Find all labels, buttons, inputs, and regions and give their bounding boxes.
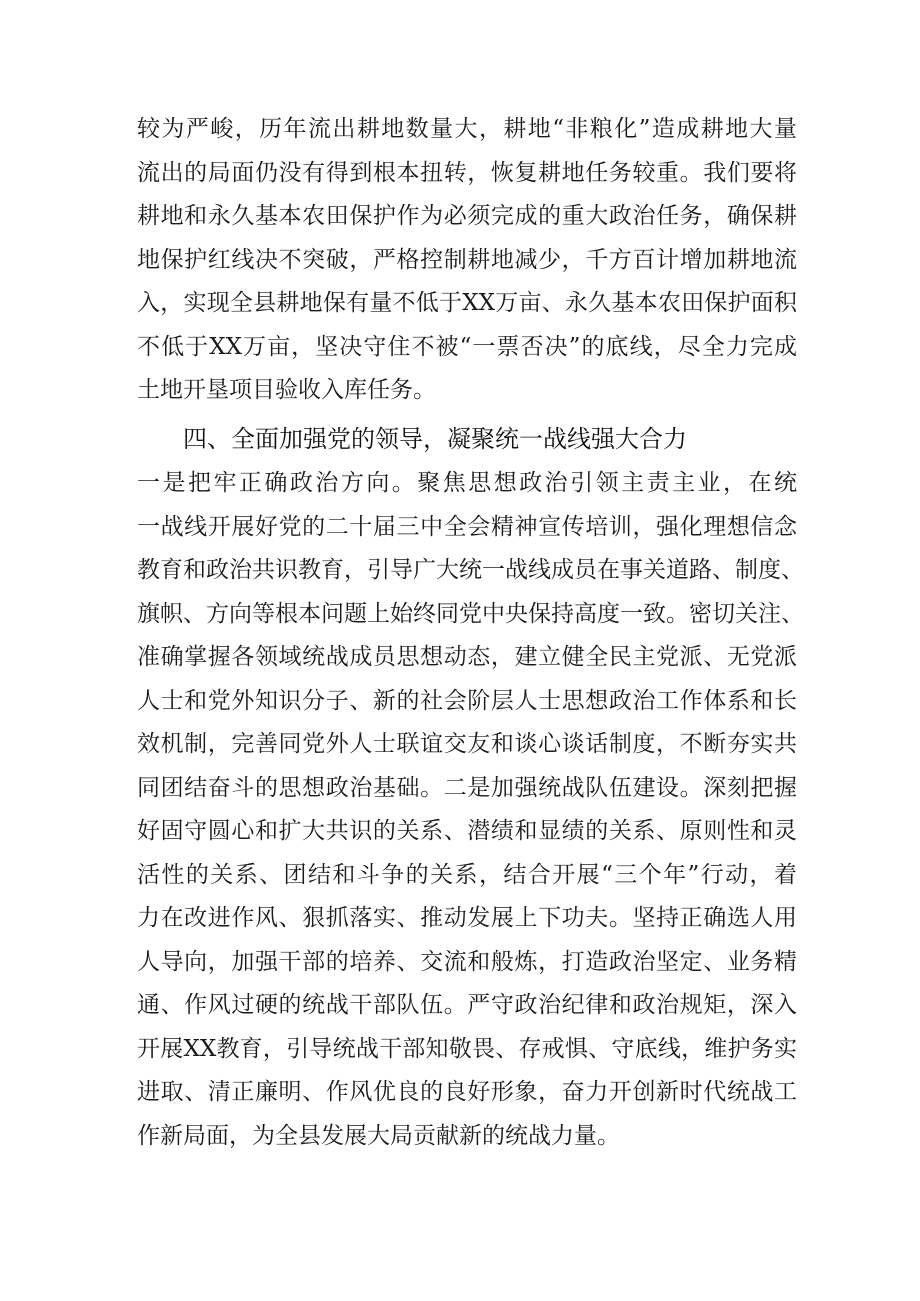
text-line: 地保护红线决不突破，严格控制耕地减少，千方百计增加耕地流 <box>137 246 797 273</box>
text-line: 好固守圆心和扩大共识的关系、潜绩和显绩的关系、原则性和灵 <box>137 818 797 844</box>
text-line: 力在改进作风、狠抓落实、推动发展上下功夫。坚持正确选人用 <box>137 905 797 931</box>
text-line: 流出的局面仍没有得到根本扭转，恢复耕地任务较重。我们要将 <box>137 159 797 186</box>
text-line: 教育和政治共识教育，引导广大统一战线成员在事关道路、制度、 <box>137 557 804 583</box>
text-line: 准确掌握各领域统战成员思想动态，建立健全民主党派、无党派 <box>137 644 797 670</box>
text-line: 一战线开展好党的二十届三中全会精神宣传培训，强化理想信念 <box>137 513 797 540</box>
text-line: 较为严峻，历年流出耕地数量大，耕地“非粮化”造成耕地大量 <box>137 116 797 142</box>
section-heading: 四、全面加强党的领导，凝聚统一战线强大合力 <box>183 425 687 453</box>
paragraph-land-protection <box>137 108 797 413</box>
text-line: 同团结奋斗的思想政治基础。二是加强统战队伍建设。深刻把握 <box>137 774 797 801</box>
text-line: 旗帜、方向等根本问题上始终同党中央保持高度一致。密切关注、 <box>137 600 804 627</box>
text-line: 一是把牢正确政治方向。聚焦思想政治引领主责主业，在统 <box>137 470 797 496</box>
text-line: 进取、清正廉明、作风优良的良好形象，奋力开创新时代统战工 <box>137 1079 797 1105</box>
text-line: 开展XX教育，引导统战干部知敬畏、存戒惧、守底线，维护务实 <box>137 1035 797 1062</box>
text-line: 人导向，加强干部的培养、交流和般炼，打造政治坚定、业务精 <box>137 948 797 975</box>
text-line: 活性的关系、团结和斗争的关系，结合开展“三个年”行动，着 <box>137 861 797 888</box>
text-line: 效机制，完善同党外人士联谊交友和谈心谈话制度，不断夯实共 <box>137 731 797 757</box>
text-line: 土地开垦项目验收入库任务。 <box>137 377 436 403</box>
text-line: 作新局面，为全县发展大局贡献新的统战力量。 <box>137 1122 620 1149</box>
text-line: 入，实现全县耕地保有量不低于XX万亩、永久基本农田保护面积 <box>137 290 797 316</box>
paragraph-united-front <box>137 462 804 1158</box>
text-line: 通、作风过硬的统战干部队伍。严守政治纪律和政治规矩，深入 <box>137 992 797 1018</box>
text-line: 耕地和永久基本农田保护作为必须完成的重大政治任务，确保耕 <box>137 203 797 229</box>
text-line: 人士和党外知识分子、新的社会阶层人士思想政治工作体系和长 <box>137 687 797 714</box>
text-line: 不低于XX万亩，坚决守住不被“一票否决”的底线，尽全力完成 <box>137 333 797 360</box>
